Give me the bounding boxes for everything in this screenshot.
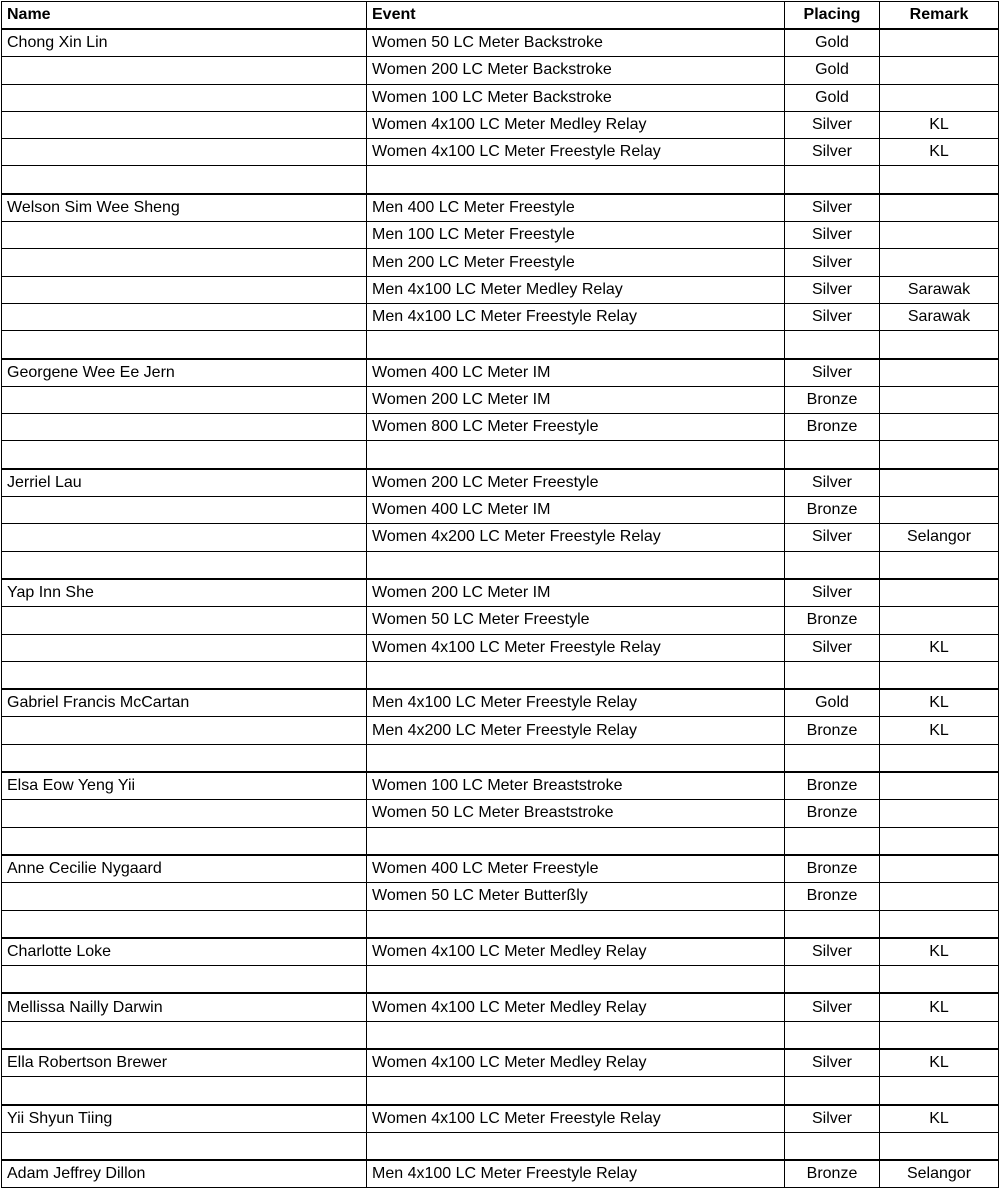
remark-cell (880, 331, 999, 359)
event-cell: Women 4x200 LC Meter Freestyle Relay (367, 524, 785, 551)
placing-cell: Bronze (785, 883, 880, 910)
event-cell: Women 400 LC Meter Freestyle (367, 855, 785, 883)
name-cell (2, 524, 367, 551)
placing-cell (785, 910, 880, 938)
event-cell: Women 4x100 LC Meter Freestyle Relay (367, 139, 785, 166)
remark-cell (880, 194, 999, 222)
placing-cell (785, 744, 880, 772)
name-cell (2, 386, 367, 413)
event-cell: Men 4x100 LC Meter Freestyle Relay (367, 1160, 785, 1188)
name-cell (2, 800, 367, 827)
remark-cell: KL (880, 111, 999, 138)
event-cell (367, 1021, 785, 1049)
event-cell: Women 200 LC Meter IM (367, 386, 785, 413)
remark-cell (880, 855, 999, 883)
name-cell (2, 84, 367, 111)
remark-cell (880, 1077, 999, 1105)
table-row (2, 139, 999, 166)
remark-cell: Selangor (880, 1160, 999, 1188)
table-row (2, 441, 999, 469)
event-cell: Women 4x100 LC Meter Freestyle Relay (367, 634, 785, 661)
event-cell (367, 744, 785, 772)
remark-cell: KL (880, 1049, 999, 1077)
event-cell (367, 966, 785, 994)
placing-cell: Silver (785, 249, 880, 276)
table-row (2, 579, 999, 607)
table-row (2, 359, 999, 387)
name-cell (2, 1132, 367, 1160)
event-cell (367, 827, 785, 855)
placing-cell (785, 1077, 880, 1105)
remark-cell (880, 772, 999, 800)
table-row (2, 57, 999, 84)
event-cell: Women 200 LC Meter Backstroke (367, 57, 785, 84)
remark-cell: Sarawak (880, 276, 999, 303)
event-cell: Women 100 LC Meter Backstroke (367, 84, 785, 111)
name-cell: Ella Robertson Brewer (2, 1049, 367, 1077)
event-cell (367, 1077, 785, 1105)
table-row (2, 84, 999, 111)
placing-cell (785, 1132, 880, 1160)
placing-cell: Silver (785, 469, 880, 497)
event-cell: Women 400 LC Meter IM (367, 359, 785, 387)
table-row (2, 1105, 999, 1133)
placing-cell (785, 827, 880, 855)
table-row (2, 111, 999, 138)
name-cell: Adam Jeffrey Dillon (2, 1160, 367, 1188)
event-cell: Women 200 LC Meter Freestyle (367, 469, 785, 497)
remark-cell (880, 551, 999, 579)
event-cell: Women 50 LC Meter Backstroke (367, 29, 785, 57)
remark-cell: KL (880, 717, 999, 744)
table-row (2, 414, 999, 441)
event-cell (367, 910, 785, 938)
remark-cell: KL (880, 689, 999, 717)
placing-cell: Silver (785, 139, 880, 166)
placing-cell (785, 661, 880, 689)
remark-cell (880, 441, 999, 469)
name-cell (2, 634, 367, 661)
remark-cell (880, 29, 999, 57)
table-row (2, 800, 999, 827)
table-row (2, 1049, 999, 1077)
table-row (2, 29, 999, 57)
remark-cell (880, 84, 999, 111)
table-row (2, 524, 999, 551)
table-body (2, 29, 999, 1188)
event-cell: Women 4x100 LC Meter Medley Relay (367, 993, 785, 1021)
remark-cell (880, 469, 999, 497)
remark-cell: KL (880, 1105, 999, 1133)
column-header-placing: Placing (785, 2, 880, 30)
placing-cell: Silver (785, 303, 880, 330)
remark-cell: Sarawak (880, 303, 999, 330)
placing-cell (785, 1021, 880, 1049)
remark-cell (880, 222, 999, 249)
placing-cell: Bronze (785, 855, 880, 883)
event-cell: Women 50 LC Meter Breaststroke (367, 800, 785, 827)
table-row (2, 222, 999, 249)
name-cell: Mellissa Nailly Darwin (2, 993, 367, 1021)
remark-cell (880, 249, 999, 276)
placing-cell: Gold (785, 84, 880, 111)
placing-cell: Bronze (785, 772, 880, 800)
header-row (2, 2, 999, 30)
column-header-name: Name (2, 2, 367, 30)
remark-cell (880, 800, 999, 827)
placing-cell: Gold (785, 57, 880, 84)
event-cell: Men 100 LC Meter Freestyle (367, 222, 785, 249)
placing-cell: Silver (785, 359, 880, 387)
name-cell (2, 303, 367, 330)
placing-cell: Bronze (785, 717, 880, 744)
remark-cell (880, 966, 999, 994)
remark-cell: KL (880, 139, 999, 166)
remark-cell (880, 1021, 999, 1049)
table-row (2, 717, 999, 744)
remark-cell (880, 910, 999, 938)
column-header-remark: Remark (880, 2, 999, 30)
remark-cell (880, 827, 999, 855)
remark-cell: KL (880, 634, 999, 661)
placing-cell (785, 166, 880, 194)
event-cell (367, 166, 785, 194)
placing-cell: Bronze (785, 800, 880, 827)
remark-cell (880, 607, 999, 634)
remark-cell (880, 883, 999, 910)
event-cell (367, 661, 785, 689)
table-row (2, 276, 999, 303)
remark-cell: Selangor (880, 524, 999, 551)
name-cell (2, 414, 367, 441)
event-cell: Men 4x100 LC Meter Freestyle Relay (367, 689, 785, 717)
table-row (2, 497, 999, 524)
table-row (2, 966, 999, 994)
table-row (2, 607, 999, 634)
name-cell: Jerriel Lau (2, 469, 367, 497)
event-cell (367, 1132, 785, 1160)
name-cell: Gabriel Francis McCartan (2, 689, 367, 717)
name-cell (2, 717, 367, 744)
name-cell (2, 661, 367, 689)
table-row (2, 469, 999, 497)
table-row (2, 772, 999, 800)
name-cell (2, 1077, 367, 1105)
name-cell (2, 111, 367, 138)
name-cell: Yap Inn She (2, 579, 367, 607)
remark-cell (880, 661, 999, 689)
event-cell: Women 50 LC Meter Freestyle (367, 607, 785, 634)
placing-cell: Silver (785, 1105, 880, 1133)
name-cell: Welson Sim Wee Sheng (2, 194, 367, 222)
remark-cell (880, 166, 999, 194)
remark-cell (880, 57, 999, 84)
remark-cell (880, 1132, 999, 1160)
event-cell: Women 800 LC Meter Freestyle (367, 414, 785, 441)
table-row (2, 993, 999, 1021)
name-cell (2, 331, 367, 359)
table-row (2, 689, 999, 717)
table-row (2, 827, 999, 855)
event-cell: Men 400 LC Meter Freestyle (367, 194, 785, 222)
name-cell: Anne Cecilie Nygaard (2, 855, 367, 883)
remark-cell: KL (880, 993, 999, 1021)
remark-cell (880, 497, 999, 524)
placing-cell (785, 551, 880, 579)
placing-cell: Silver (785, 222, 880, 249)
placing-cell (785, 331, 880, 359)
table-row (2, 166, 999, 194)
table-row (2, 883, 999, 910)
medal-table (1, 1, 999, 1188)
table-row (2, 1077, 999, 1105)
table-row (2, 1160, 999, 1188)
event-cell (367, 441, 785, 469)
table-row (2, 634, 999, 661)
name-cell (2, 139, 367, 166)
placing-cell (785, 966, 880, 994)
table-row (2, 386, 999, 413)
event-cell: Men 4x100 LC Meter Freestyle Relay (367, 303, 785, 330)
event-cell (367, 551, 785, 579)
table-row (2, 910, 999, 938)
name-cell: Yii Shyun Tiing (2, 1105, 367, 1133)
remark-cell: KL (880, 938, 999, 966)
placing-cell: Bronze (785, 1160, 880, 1188)
name-cell (2, 497, 367, 524)
table-row (2, 331, 999, 359)
name-cell: Elsa Eow Yeng Yii (2, 772, 367, 800)
name-cell (2, 607, 367, 634)
name-cell (2, 57, 367, 84)
name-cell (2, 966, 367, 994)
event-cell: Women 50 LC Meter Butterßly (367, 883, 785, 910)
placing-cell: Gold (785, 29, 880, 57)
name-cell (2, 222, 367, 249)
name-cell (2, 551, 367, 579)
name-cell (2, 249, 367, 276)
name-cell (2, 441, 367, 469)
table-row (2, 551, 999, 579)
table-row (2, 303, 999, 330)
table-row (2, 938, 999, 966)
event-cell: Women 200 LC Meter IM (367, 579, 785, 607)
event-cell: Women 4x100 LC Meter Medley Relay (367, 111, 785, 138)
name-cell: Georgene Wee Ee Jern (2, 359, 367, 387)
table-row (2, 1132, 999, 1160)
placing-cell: Silver (785, 938, 880, 966)
remark-cell (880, 579, 999, 607)
table-row (2, 249, 999, 276)
column-header-event: Event (367, 2, 785, 30)
event-cell: Women 4x100 LC Meter Freestyle Relay (367, 1105, 785, 1133)
placing-cell: Bronze (785, 607, 880, 634)
remark-cell (880, 744, 999, 772)
table-row (2, 661, 999, 689)
placing-cell (785, 441, 880, 469)
event-cell: Men 4x200 LC Meter Freestyle Relay (367, 717, 785, 744)
placing-cell: Silver (785, 1049, 880, 1077)
event-cell: Men 200 LC Meter Freestyle (367, 249, 785, 276)
remark-cell (880, 359, 999, 387)
name-cell (2, 883, 367, 910)
name-cell (2, 276, 367, 303)
name-cell (2, 166, 367, 194)
placing-cell: Silver (785, 634, 880, 661)
event-cell: Women 400 LC Meter IM (367, 497, 785, 524)
placing-cell: Silver (785, 993, 880, 1021)
remark-cell (880, 386, 999, 413)
remark-cell (880, 414, 999, 441)
placing-cell: Silver (785, 276, 880, 303)
name-cell (2, 827, 367, 855)
name-cell (2, 910, 367, 938)
placing-cell: Silver (785, 524, 880, 551)
placing-cell: Silver (785, 579, 880, 607)
placing-cell: Bronze (785, 386, 880, 413)
event-cell: Women 4x100 LC Meter Medley Relay (367, 938, 785, 966)
table-row (2, 855, 999, 883)
name-cell: Charlotte Loke (2, 938, 367, 966)
placing-cell: Bronze (785, 414, 880, 441)
event-cell: Women 100 LC Meter Breaststroke (367, 772, 785, 800)
name-cell (2, 744, 367, 772)
event-cell: Women 4x100 LC Meter Medley Relay (367, 1049, 785, 1077)
table-row (2, 1021, 999, 1049)
event-cell: Men 4x100 LC Meter Medley Relay (367, 276, 785, 303)
event-cell (367, 331, 785, 359)
placing-cell: Bronze (785, 497, 880, 524)
table-row (2, 744, 999, 772)
name-cell: Chong Xin Lin (2, 29, 367, 57)
name-cell (2, 1021, 367, 1049)
placing-cell: Silver (785, 194, 880, 222)
placing-cell: Silver (785, 111, 880, 138)
placing-cell: Gold (785, 689, 880, 717)
table-row (2, 194, 999, 222)
